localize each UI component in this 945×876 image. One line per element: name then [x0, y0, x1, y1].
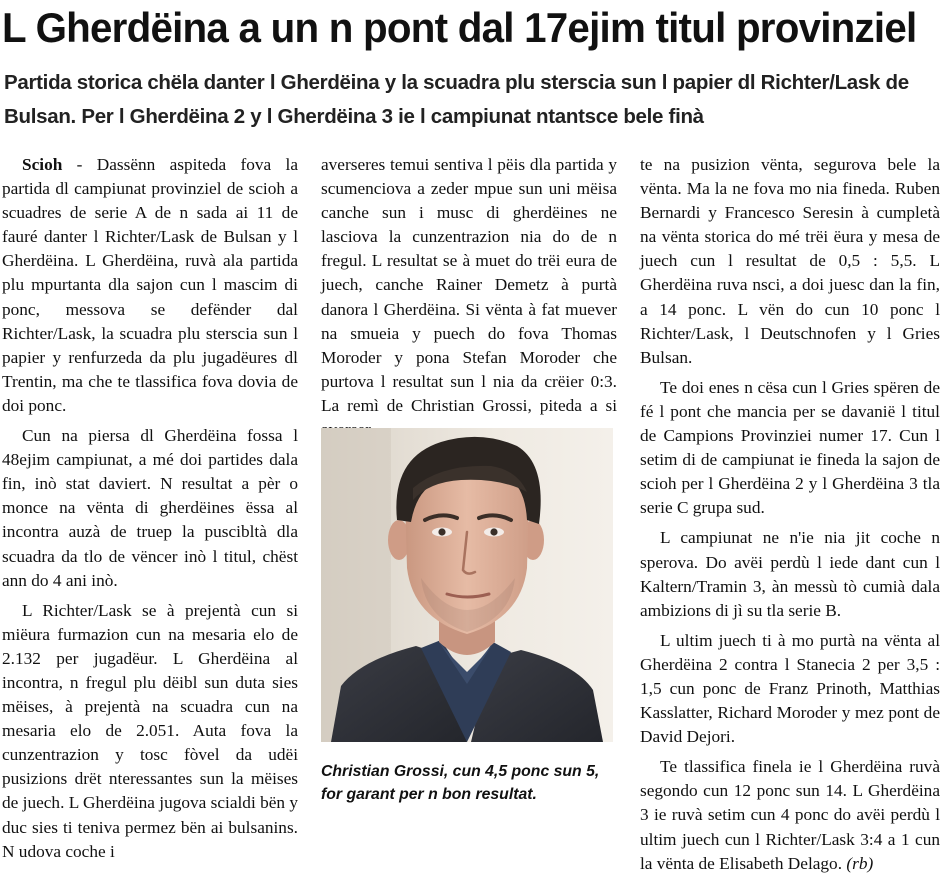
paragraph	[2, 153, 298, 418]
subheadline: Partida storica chëla danter l Gherdëina y la scuadra plu sterscia sun l papier dl Richter/Lask de Bulsan. Per l Gherdëina 2 y l Gherdëina 3 ie l campiunat ntantsce bele finà	[4, 71, 909, 128]
paragraph: L campiunat ne n'ie nia jit coche n sperova. Do avëi perdù l iede dant cun l Kaltern/Tramin 3, àn messù tò cumià dala ambizions di jì su tla serie B.	[640, 528, 940, 620]
paragraph	[640, 755, 940, 875]
paragraph: te na pusizion vënta, segurova bele la vënta. Ma la ne fova mo nia fineda. Ruben Bernardi y Francesco Seresin à cumpletà na vënta storica do mé trëi ëura y mesa de juech cun l resultat de 0,5 : 5,5. L Gherdëina ruva nsci, a doi juesc dan la fin, a 14 ponc. L vën do cun 10 ponc l Richter/Lask, l Deutschnofen y l Gries Bulsan.	[640, 155, 940, 367]
paragraph-text: Te tlassifica finela ie l Gherdëina ruvà segondo cun 12 ponc sun 14. L Gherdëina 3 ie ruvà setim cun 4 ponc do avëi perdù l ultim juech cun l Richter/Lask 3:4 a 1 cun la vënta de Elisabeth Delago.	[640, 757, 940, 873]
portrait-photo	[321, 428, 613, 742]
paragraph: Cun na piersa dl Gherdëina fossa l 48ejim campiunat, a mé doi partides dala fin, inò stat daviert. N resultat a pèr o monce na vënta di gherdëines ëssa al incontra auzà de truep la puscibltà dla scuadra da tlo de vëncer inò l titul, chëst ann do 4 ani inò.	[2, 426, 298, 590]
paragraph: Te doi enes n cësa cun l Gries spëren de fé l pont che mancia per se davanië l titul de Campions Provinziei numer 17. Cun l setim di de campiunat ie fineda la sajon de scioh per l Gherdëina 2 y l Gherdëina 3 tla serie C grupa sud.	[640, 377, 940, 518]
article-column-3	[640, 153, 940, 876]
article-column-1	[2, 153, 298, 864]
paragraph: averseres temui sentiva l pëis dla partida y scumenciova a zeder mpue sun uni mëisa canche sun i musc di gherdëines ne lasciova la cunzentrazion nia do de n fregul. L resultat se à muet do trëi eura de juech, canche Rainer Demetz à purtà danora l Gherdëina. Si vënta à fat muever na smueia y puech do fova Thomas Moroder y pona Stefan Moroder che purtova l resultat sun l nia da crëier 0:3. La remì de Christian Grossi, piteda a si	[321, 155, 617, 415]
headline: L Gherdëina a un n pont dal 17ejim titul provinziel	[2, 4, 917, 51]
article-column-2	[321, 153, 617, 442]
dateline-kicker: Scioh	[22, 155, 63, 174]
portrait-illustration	[321, 428, 613, 742]
photo-caption: Christian Grossi, cun 4,5 ponc sun 5, for garant per n bon resultat.	[321, 763, 600, 803]
paragraph: L ultim juech ti à mo purtà na vënta al Gherdëina 2 contra l Stanecia 2 per 3,5 : 1,5 cun ponc de Franz Prinoth, Matthias Kasslatter, Richard Moroder y mez pont de David Dejori.	[640, 630, 940, 747]
author-signature: (rb)	[846, 853, 874, 873]
paragraph: L Richter/Lask se à prejentà cun si miëura furmazion cun na mesaria elo de 2.132 per jugadëur. L Gherdëina al incontra, n fregul plu dëibl sun duta sies mëises, à prejentà na scuadra cun na mesaria elo de 2.051. Auta fova la cunzentrazion y tosc fòvel da udëi pusizions drët nteressantes sun la mëises de juech. L Gherdëina jugova scialdi bën y duc sies ti teniva permez bën ai bulsanins. N udova coche i	[2, 600, 298, 861]
paragraph-text: - Dassënn aspiteda fova la partida dl campiunat provinziel de scioh a scuadres de serie A de n sada ai 11 de fauré danter l Richter/Lask de Bulsan y l Gherdëina. L Gherdëina, ruvà ala partida plu mpurtanta dla sajon cun l mascim di ponc, messova se defënder dal Richter/Lask, la scuadra plu sterscia sun l papier y renfurzeda da plu jugadëures dl Trentin, ma che te tlassifica fova dovia de doi ponc.	[2, 155, 298, 415]
